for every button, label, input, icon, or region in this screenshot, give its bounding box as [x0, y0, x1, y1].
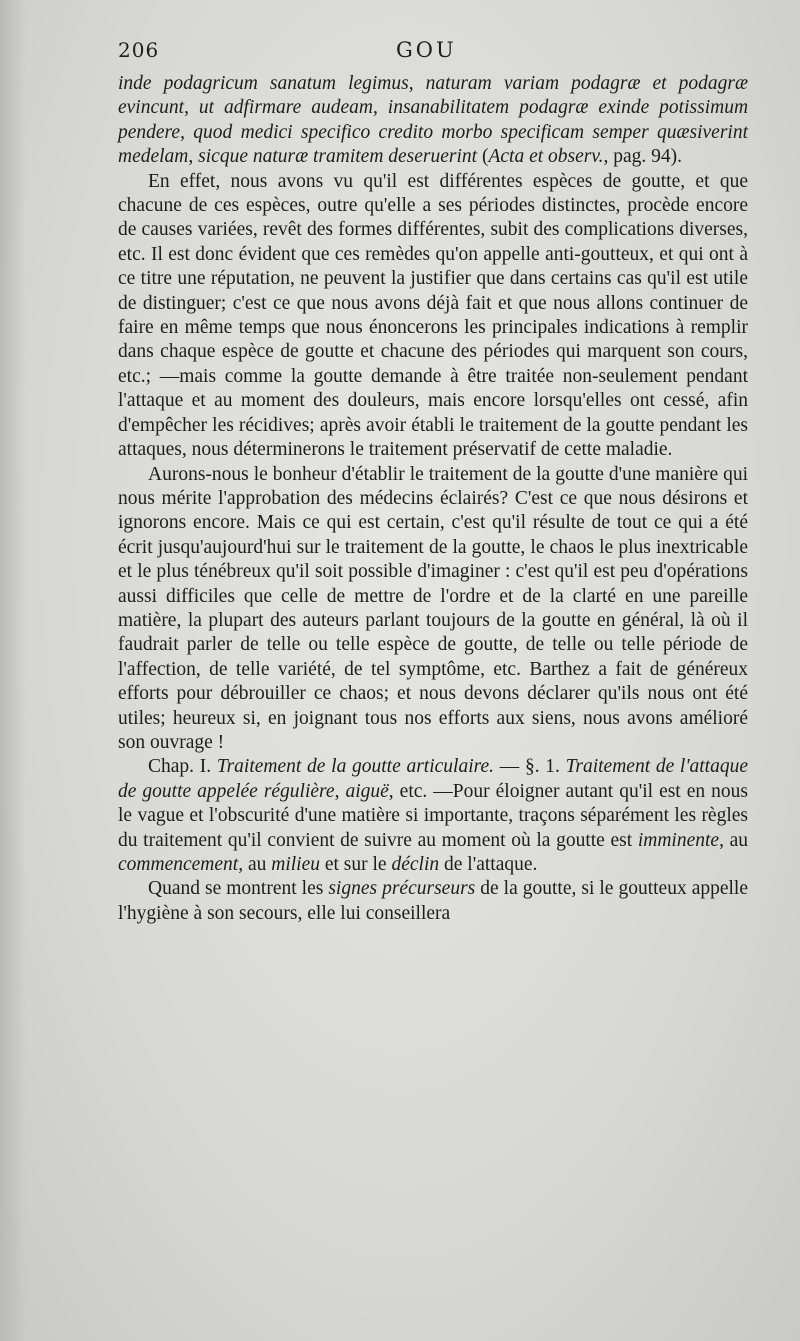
text-segment: de la goutte, si le goutteux appelle l'hygiène à son secours, elle lui conseillera [118, 878, 748, 924]
text-segment: , [180, 121, 194, 143]
text-segment: , au [719, 829, 749, 851]
body-text [118, 72, 748, 926]
text-segment: , au [238, 854, 272, 875]
paragraph-signes-precurseurs [118, 877, 748, 926]
page-number: 206 [118, 38, 160, 62]
text-segment: , [184, 97, 199, 119]
text-segment: — §. 1. [494, 756, 566, 778]
page-gutter-shadow [0, 0, 26, 1341]
text-segment: Aurons-nous le bonheur d'établir le traitement de la goutte d'une manière qui nous mérite l'approbation des médecins éclairés? C'est ce que nous désirons et ignorons encore. Mais ce qui est certain, c'est qu'il résulte de tout ce qui a été écrit jusqu'aujourd'hui sur le traitement de la goutte, le chaos le plus inextricable et le plus ténébreux qu'il soit possible d'imaginer : c'est qu'il est peu d'opérations aussi difficiles que celle de mettre de l'ordre et de la clarté en une pareille matière, la plupart des auteurs parlant toujours de la goutte en général, là où il faudrait parler de telle ou telle espèce de goutte, de telle ou telle période de l'affection, de telle variété, de tel symptôme, etc. Barthez a fait de généreux efforts pour débrouiller ce chaos; et nous devons déclarer qu'ils nous ont été utiles; heureux si, en joignant tous nos efforts aux siens, nous avons amélioré son ouvrage ! [118, 463, 748, 753]
text-segment: et sur le [319, 854, 392, 875]
text-segment: ( [477, 146, 489, 168]
text-segment: , pag. 94). [603, 146, 682, 168]
text-segment: , [408, 73, 426, 94]
italic-text-segment: quod medici specifico credito morbo specificam semper quæsiverint medelam [118, 121, 749, 168]
italic-text-segment: déclin [391, 854, 440, 875]
text-segment: Quand se montrent les [148, 878, 329, 900]
italic-text-segment: signes précurseurs [328, 878, 476, 900]
paragraph-traitement-chaos [118, 463, 748, 756]
italic-text-segment: Traitement de la goutte articulaire. [216, 756, 495, 778]
italic-text-segment: commencement [118, 854, 239, 875]
italic-text-segment: inde podagricum sanatum legimus [118, 73, 409, 94]
text-segment: de l'attaque. [439, 854, 538, 875]
italic-text-segment: sicque naturæ tramitem deseruerint [198, 146, 478, 168]
text-segment: Chap. I. [148, 756, 217, 778]
italic-text-segment: Traitement de l'attaque de goutte appelée régulière [118, 756, 749, 802]
paragraph-latin-quote [118, 72, 748, 170]
italic-text-segment: aiguë [345, 780, 389, 802]
running-head: GOU [396, 38, 457, 62]
italic-text-segment: naturam variam podagræ et podagræ evincunt [118, 73, 748, 119]
italic-text-segment: ut adfirmare audeam [198, 97, 373, 119]
italic-text-segment: imminente [637, 829, 720, 851]
italic-text-segment: milieu [271, 854, 320, 875]
text-segment: En effet, nous avons vu qu'il est différentes espèces de goutte, et que chacune de ces espèces, outre qu'elle a ses périodes distinctes, procède encore de causes variées, revêt des formes différentes, subit des complications diverses, etc. Il est donc évident que ces remèdes qu'on appelle anti-goutteux, et qui ont à ce titre une réputation, ne peuvent la justifier que dans certains cas qu'il est utile de distinguer; c'est ce que nous avons déjà fait et que nous allons continuer de faire en même temps que nous énoncerons les principales indications à remplir dans chaque espèce de goutte et chacune des périodes qui marquent son cours, etc.; —mais comme la goutte demande à être traitée non-seulement pendant l'attaque et au moment des douleurs, mais encore lorsqu'elles ont cessé, afin d'empêcher les récidives; après avoir établi le traitement de la goutte pendant les attaques, nous déterminerons le traitement préservatif de cette maladie. [118, 170, 748, 461]
paragraph-chapitre-1 [118, 755, 748, 877]
text-segment: , [372, 97, 388, 119]
paragraph-especes-de-goutte [118, 170, 748, 463]
text-segment: , etc. —Pour éloigner autant qu'il est en nous le vague et l'obscurité d'une matière si importante, traçons séparément les règles du traitement qu'il convient de suivre au moment où la goutte est [118, 780, 748, 851]
page-header [118, 38, 748, 68]
text-segment: , [334, 780, 346, 802]
text-segment: , [188, 146, 199, 168]
italic-text-segment: Acta et observ. [488, 146, 604, 168]
italic-text-segment: insanabilitatem podagræ exinde potissimum pendere [118, 97, 749, 143]
